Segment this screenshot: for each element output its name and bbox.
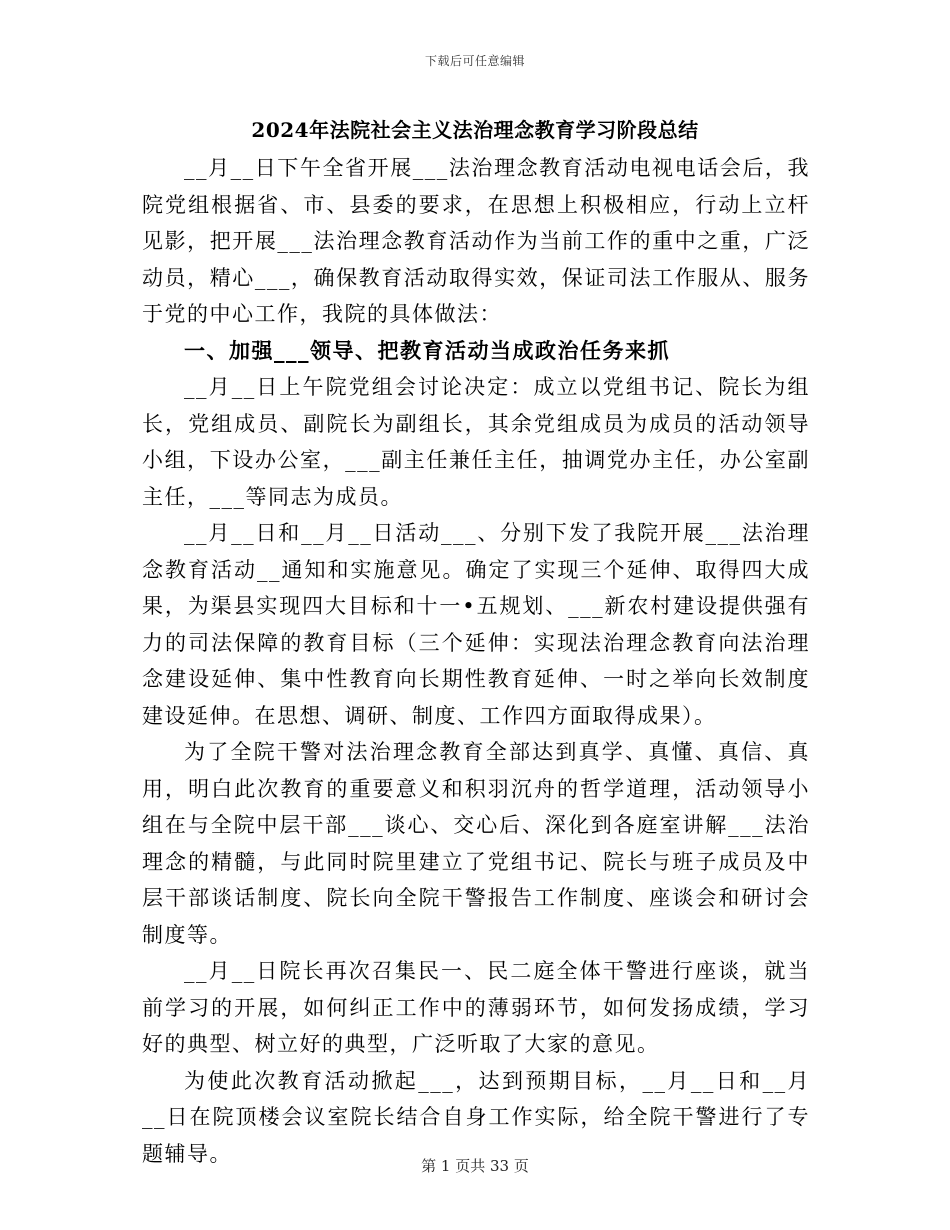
section-heading-1: 一、加强___领导、把教育活动当成政治任务来抓 xyxy=(184,337,670,363)
page-number: 第 1 页共 33 页 xyxy=(421,1157,529,1175)
paragraph-intro: __月__日下午全省开展___法治理念教育活动电视电话会后，我院党组根据省、市、县委的要求，在思想上积极相应，行动上立杆见影，把开展___法治理念教育活动作为当前工作的重中之重，广泛动员，精心___，确保教育活动取得实效，保证司法工作服从、服务于党的中心工作，我院的具体做法： xyxy=(142,156,810,326)
paragraph-notices: __月__日和__月__日活动___、分别下发了我院开展___法治理念教育活动__通知和实施意见。确定了实现三个延伸、取得四大成果，为渠县实现四大目标和十一•五规划、___新农村建设提供强有力的司法保障的教育目标（三个延伸：实现法治理念教育向法治理念建设延伸、集中性教育向长期性教育延伸、一时之举向长效制度建设延伸。在思想、调研、制度、工作四方面取得成果）。 xyxy=(142,521,810,728)
paragraph-study-goals: 为了全院干警对法治理念教育全部达到真学、真懂、真信、真用，明白此次教育的重要意义和积羽沉舟的哲学道理，活动领导小组在与全院中层干部___谈心、交心后、深化到各庭室讲解___法治理念的精髓，与此同时院里建立了党组书记、院长与班子成员及中层干部谈话制度、院长向全院干警报告工作制度、座谈会和研讨会制度等。 xyxy=(142,740,810,947)
document-body xyxy=(142,150,810,1172)
document-title: 2024年法院社会主义法治理念教育学习阶段总结 xyxy=(251,118,699,142)
paragraph-leadership-group: __月__日上午院党组会讨论决定：成立以党组书记、院长为组长，党组成员、副院长为副组长，其余党组成员为成员的活动领导小组，下设办公室，___副主任兼任主任，抽调党办主任，办公室副主任，___等同志为成员。 xyxy=(142,375,810,509)
page-header-note: 下载后可任意编辑 xyxy=(424,54,525,68)
paragraph-lecture: 为使此次教育活动掀起___，达到预期目标，__月__日和__月__日在院顶楼会议室院长结合自身工作实际，给全院干警进行了专题辅导。 xyxy=(142,1068,810,1166)
paragraph-symposium: __月__日院长再次召集民一、民二庭全体干警进行座谈，就当前学习的开展，如何纠正工作中的薄弱环节，如何发扬成绩，学习好的典型、树立好的典型，广泛听取了大家的意见。 xyxy=(142,959,810,1056)
